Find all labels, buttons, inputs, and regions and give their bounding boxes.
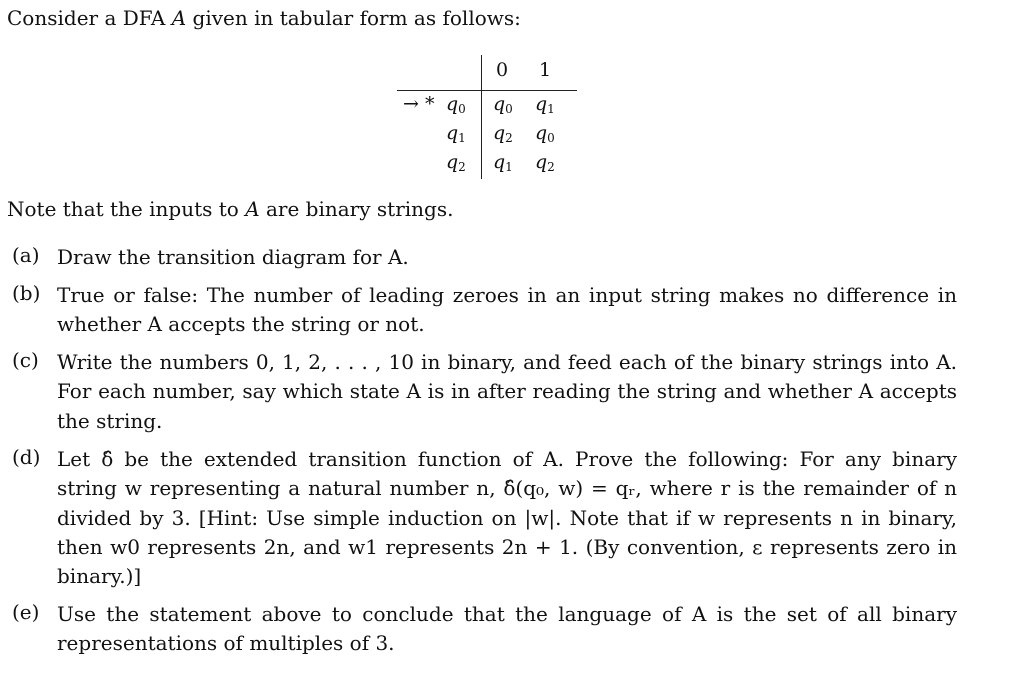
- cell-q1-on-0: $q_2$: [493, 122, 513, 145]
- part-a-text: Draw the transition diagram for A.: [57, 245, 409, 269]
- note-text: Note that the inputs to: [7, 197, 246, 221]
- note-sentence: [7, 197, 453, 221]
- cell-q2-on-1: $q_2$: [535, 151, 555, 174]
- intro-text-end: given in tabular form as follows:: [186, 6, 521, 30]
- intro-variable: A: [171, 6, 187, 30]
- part-b-text: True or false: The number of leading zeroes in an input string makes no difference in whether A accepts the string or not.: [57, 283, 957, 337]
- part-e-text: Use the statement above to conclude that the language of A is the set of all binary representations of multiples of 3.: [57, 602, 957, 656]
- cell-q2-on-0: $q_1$: [493, 151, 513, 174]
- row-state-q2: $q_2$: [446, 151, 466, 174]
- part-d-text: Let δ̂ be the extended transition function of A. Prove the following: For any binary string w representing a natural number n, δ̂(q₀, w) = qᵣ, where r is the remainder of n divided by 3. [Hint: Use simple induction on |w|. Note that if w represents n in binary, then w0 represents 2n, and w1 represents 2n + 1. (By convention, ε represents zero in binary.)]: [57, 447, 957, 589]
- row-state-q0: $q_0$: [446, 93, 466, 116]
- intro-sentence: [7, 6, 521, 30]
- part-c-text: Write the numbers 0, 1, 2, . . . , 10 in binary, and feed each of the binary strings into A. For each number, say which state A is in after reading the string and whether A accepts the string.: [57, 350, 957, 433]
- start-accept-marker: → *: [403, 93, 435, 115]
- part-e-label: (e): [12, 600, 40, 624]
- cell-q1-on-1: $q_0$: [535, 122, 555, 145]
- intro-text: Consider a DFA: [7, 6, 172, 30]
- part-c-label: (c): [12, 348, 39, 372]
- header-symbol-0: 0: [496, 59, 509, 81]
- header-symbol-1: 1: [539, 59, 552, 81]
- cell-q0-on-0: $q_0$: [493, 93, 513, 116]
- table-horizontal-rule: [397, 90, 577, 91]
- part-d-label: (d): [12, 445, 41, 469]
- row-state-q1: $q_1$: [446, 122, 466, 145]
- table-vertical-rule: [481, 55, 482, 179]
- transition-table: [397, 55, 577, 180]
- cell-q0-on-1: $q_1$: [535, 93, 555, 116]
- note-text-end: are binary strings.: [259, 197, 454, 221]
- part-b-label: (b): [12, 281, 41, 305]
- note-variable: A: [245, 197, 260, 221]
- part-a-label: (a): [12, 243, 40, 267]
